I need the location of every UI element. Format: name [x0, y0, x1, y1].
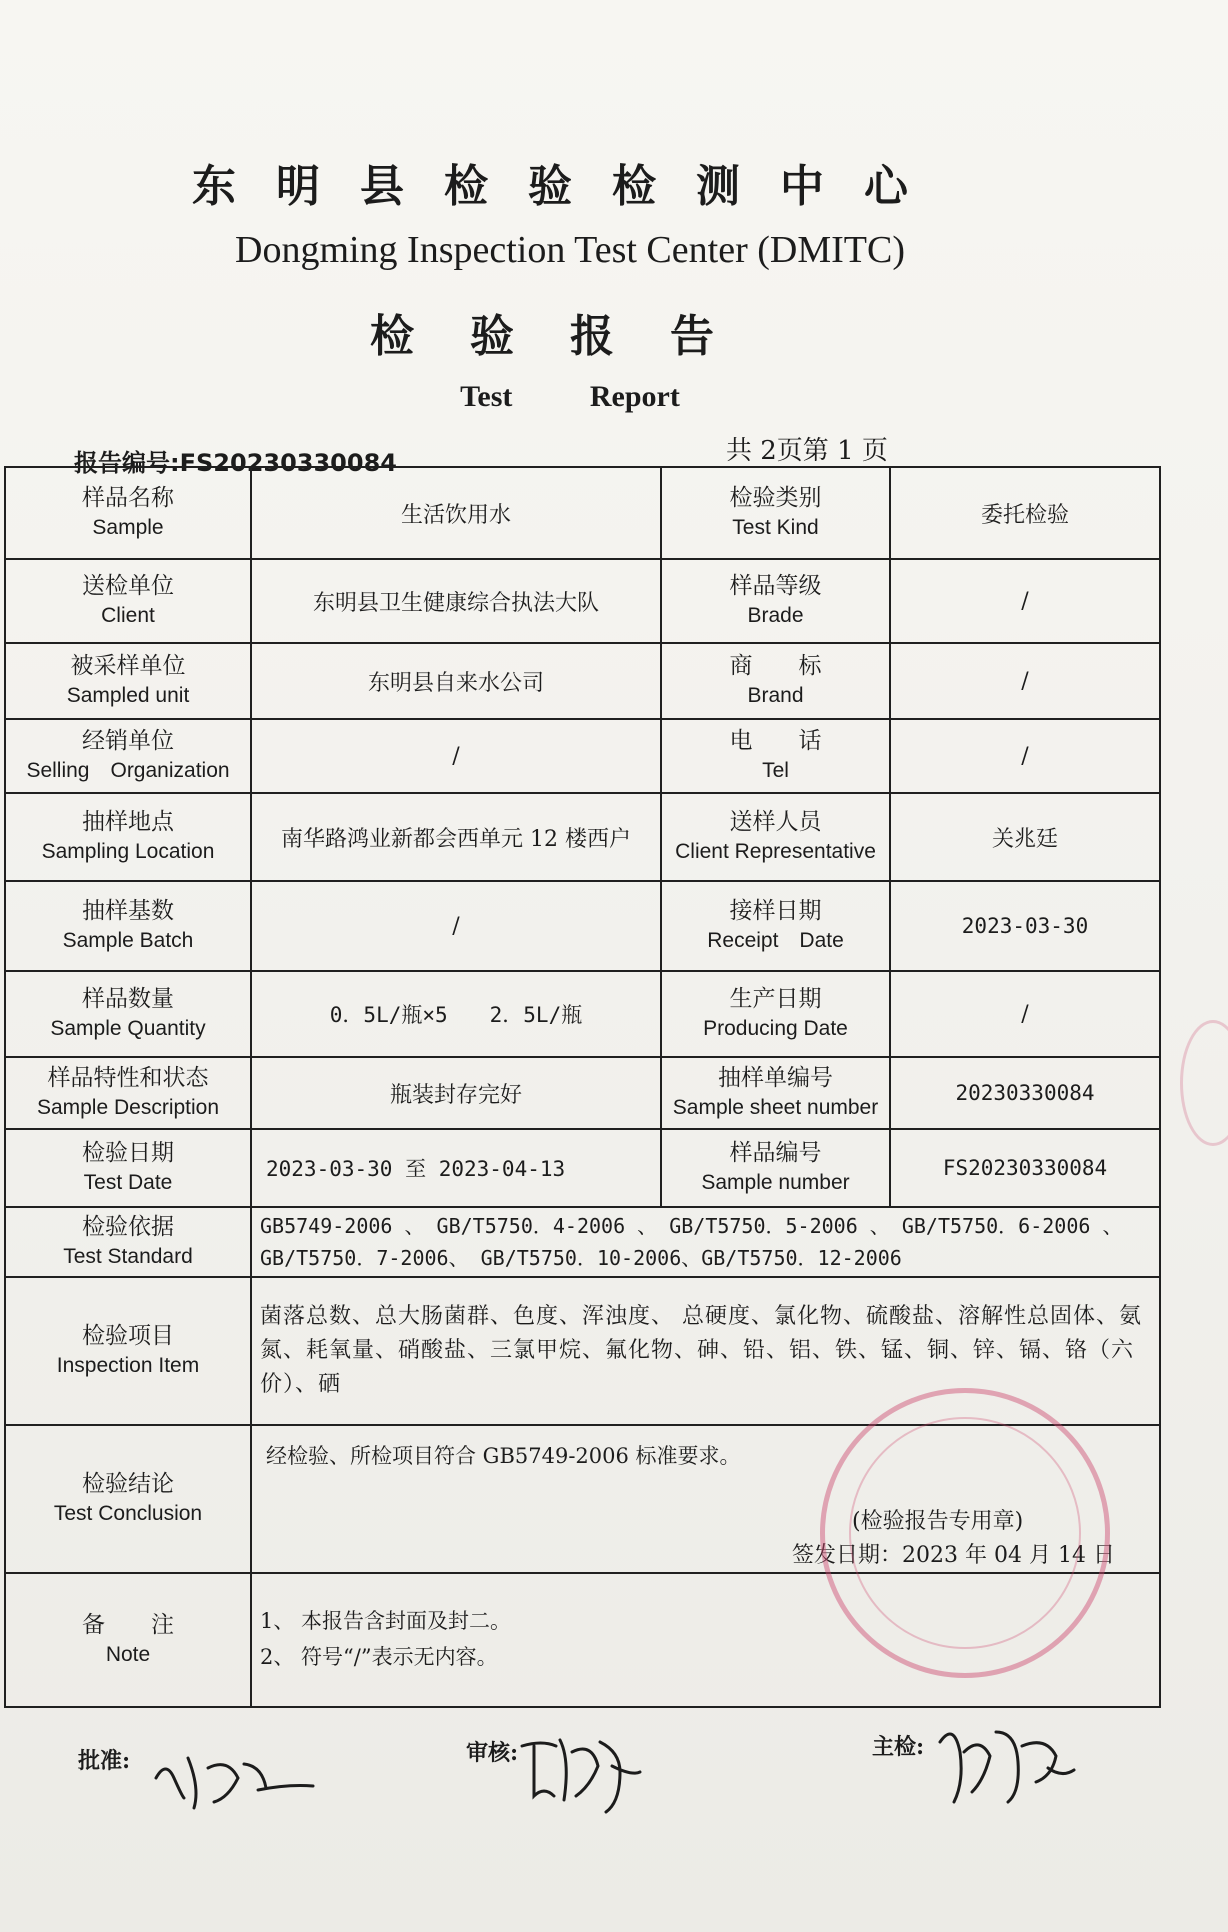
label-cn: 送样人员 [729, 809, 822, 836]
label-en: Note [105, 1643, 151, 1667]
report-title-en: Test Report [460, 380, 680, 413]
value-cell: / [890, 643, 1160, 719]
table-row [5, 971, 1160, 1057]
label-cell [5, 719, 251, 793]
label-cell [661, 719, 890, 793]
label-en: Client Representative [675, 840, 876, 864]
note-line: 1、 本报告含封面及封二。 [260, 1609, 512, 1634]
label-en: Sample sheet number [672, 1096, 879, 1120]
standard-row [5, 1207, 1160, 1277]
table-row [5, 1129, 1160, 1207]
label-en: Sample [92, 516, 164, 540]
standard-line: GB/T5750．7-2006、 GB/T5750．10-2006、GB/T5750．12-2006 [260, 1246, 902, 1270]
value-cell: 东明县自来水公司 [251, 643, 661, 719]
approve-signature [78, 1744, 130, 1775]
label-cn: 送检单位 [82, 573, 174, 600]
label-cell [661, 971, 890, 1057]
review-signature-scribble [516, 1726, 646, 1816]
label-en: Brade [747, 604, 804, 628]
label-cell [5, 1425, 251, 1573]
label-cell [661, 793, 890, 881]
value-cell: 关兆廷 [890, 793, 1160, 881]
conclusion-text: 经检验、所检项目符合 GB5749-2006 标准要求。 [266, 1444, 741, 1468]
label-cn: 抽样单编号 [718, 1065, 833, 1092]
label-cn: 检验项目 [82, 1323, 174, 1350]
label-en: Selling Organization [26, 759, 230, 783]
label-cn: 检验日期 [82, 1140, 174, 1167]
value-cell: 2023-03-30 至 2023-04-13 [251, 1129, 661, 1207]
value-cell: / [890, 971, 1160, 1057]
label-cn: 样品特性和状态 [47, 1065, 209, 1092]
label-en: Sample Batch [62, 929, 194, 953]
label-cn: 商 标 [729, 653, 822, 680]
label-en: Tel [762, 759, 789, 783]
table-row [5, 881, 1160, 971]
value-cell: 0．5L/瓶×5 2．5L/瓶 [251, 971, 661, 1057]
standard-line: GB5749-2006 、 GB/T5750．4-2006 、 GB/T5750．5-2006 、 GB/T5750．6-2006 、 [260, 1214, 1123, 1238]
label-en: Brand [747, 684, 804, 708]
label-cell [5, 1277, 251, 1425]
review-signature [466, 1736, 518, 1767]
value-cell: 20230330084 [890, 1057, 1160, 1129]
label-cn: 生产日期 [729, 986, 822, 1013]
conclusion-row [5, 1425, 1160, 1573]
label-cell [661, 643, 890, 719]
center-title-cn: 东明县检验检测中心 [192, 161, 948, 212]
issue-date: 签发日期：2023 年 04 月 14 日 [792, 1543, 1115, 1568]
approve-label: 批准: [78, 1748, 131, 1774]
value-cell: 2023-03-30 [890, 881, 1160, 971]
value-cell: 东明县卫生健康综合执法大队 [251, 559, 661, 643]
report-number-label: 报告编号: [74, 449, 180, 477]
approve-signature-scribble [148, 1738, 318, 1818]
value-cell: / [890, 559, 1160, 643]
label-en: Test Conclusion [53, 1502, 203, 1526]
conclusion-cell [251, 1425, 1160, 1573]
label-cn: 经销单位 [82, 728, 174, 755]
label-en: Producing Date [703, 1017, 848, 1041]
label-cell [661, 559, 890, 643]
label-cn: 检验依据 [82, 1214, 174, 1241]
label-cn: 检验类别 [729, 485, 822, 512]
report-number-value: FS20230330084 [179, 449, 397, 477]
label-cell [661, 1129, 890, 1207]
label-en: Sampling Location [41, 840, 215, 864]
note-line: 2、 符号“/”表示无内容。 [260, 1645, 498, 1669]
label-en: Receipt Date [707, 929, 844, 953]
table-row [5, 467, 1160, 559]
label-cn: 样品名称 [82, 485, 174, 512]
table-row [5, 1057, 1160, 1129]
label-cell [661, 881, 890, 971]
inspector-signature [872, 1730, 924, 1761]
label-cn: 样品等级 [729, 573, 822, 600]
seam-seal-mark [1180, 1020, 1228, 1146]
value-cell: 委托检验 [890, 467, 1160, 559]
label-cell [661, 1057, 890, 1129]
value-cell: / [890, 719, 1160, 793]
label-cell [5, 881, 251, 971]
label-cn: 抽样地点 [82, 809, 174, 836]
label-cell [5, 643, 251, 719]
label-cell [5, 467, 251, 559]
items-cell: 菌落总数、总大肠菌群、色度、浑浊度、 总硬度、氯化物、硫酸盐、溶解性总固体、氨氮、耗氧量、硝酸盐、三氯甲烷、氟化物、砷、铅、铝、铁、锰、铜、锌、镉、铬（六价）、硒 [251, 1277, 1160, 1425]
note-cell [251, 1573, 1160, 1707]
label-cell [5, 971, 251, 1057]
label-cell [5, 1057, 251, 1129]
label-cell [5, 793, 251, 881]
label-en: Client [101, 604, 155, 628]
label-cn: 样品数量 [82, 986, 174, 1013]
value-cell: 生活饮用水 [251, 467, 661, 559]
label-en: Sample number [701, 1171, 850, 1195]
label-cell [661, 467, 890, 559]
label-cn: 样品编号 [729, 1140, 822, 1167]
report-title-cn: 检验报告 [370, 311, 770, 362]
label-cell [5, 1573, 251, 1707]
table-row [5, 719, 1160, 793]
page-info: 共 2页第 1 页 [726, 436, 888, 466]
inspector-signature-scribble [930, 1712, 1080, 1812]
label-cell [5, 1129, 251, 1207]
table-row [5, 793, 1160, 881]
label-cn: 检验结论 [82, 1471, 174, 1498]
label-cn: 被采样单位 [70, 653, 186, 680]
center-title-en: Dongming Inspection Test Center (DMITC) [235, 229, 905, 271]
label-en: Test Date [83, 1171, 173, 1195]
report-table [4, 466, 1161, 1708]
label-cn: 接样日期 [729, 898, 822, 925]
label-en: Sample Description [36, 1096, 220, 1120]
value-cell: 瓶装封存完好 [251, 1057, 661, 1129]
review-label: 审核: [466, 1740, 519, 1766]
label-en: Sample Quantity [50, 1017, 206, 1041]
label-cn: 备 注 [82, 1612, 174, 1639]
standard-cell [251, 1207, 1160, 1277]
table-row [5, 559, 1160, 643]
label-cn: 抽样基数 [82, 898, 174, 925]
label-en: Test Standard [63, 1245, 193, 1269]
label-cell [5, 1207, 251, 1277]
value-cell: / [251, 881, 661, 971]
value-cell: FS20230330084 [890, 1129, 1160, 1207]
label-cell [5, 559, 251, 643]
label-en: Inspection Item [56, 1354, 200, 1378]
items-row [5, 1277, 1160, 1425]
table-row [5, 643, 1160, 719]
label-en: Test Kind [732, 516, 819, 540]
value-cell: 南华路鸿业新都会西单元 12 楼西户 [251, 793, 661, 881]
inspector-label: 主检: [872, 1734, 925, 1760]
seal-caption: (检验报告专用章) [852, 1509, 1024, 1534]
note-row [5, 1573, 1160, 1707]
value-cell: / [251, 719, 661, 793]
label-cn: 电 话 [729, 728, 822, 755]
label-en: Sampled unit [66, 684, 190, 708]
